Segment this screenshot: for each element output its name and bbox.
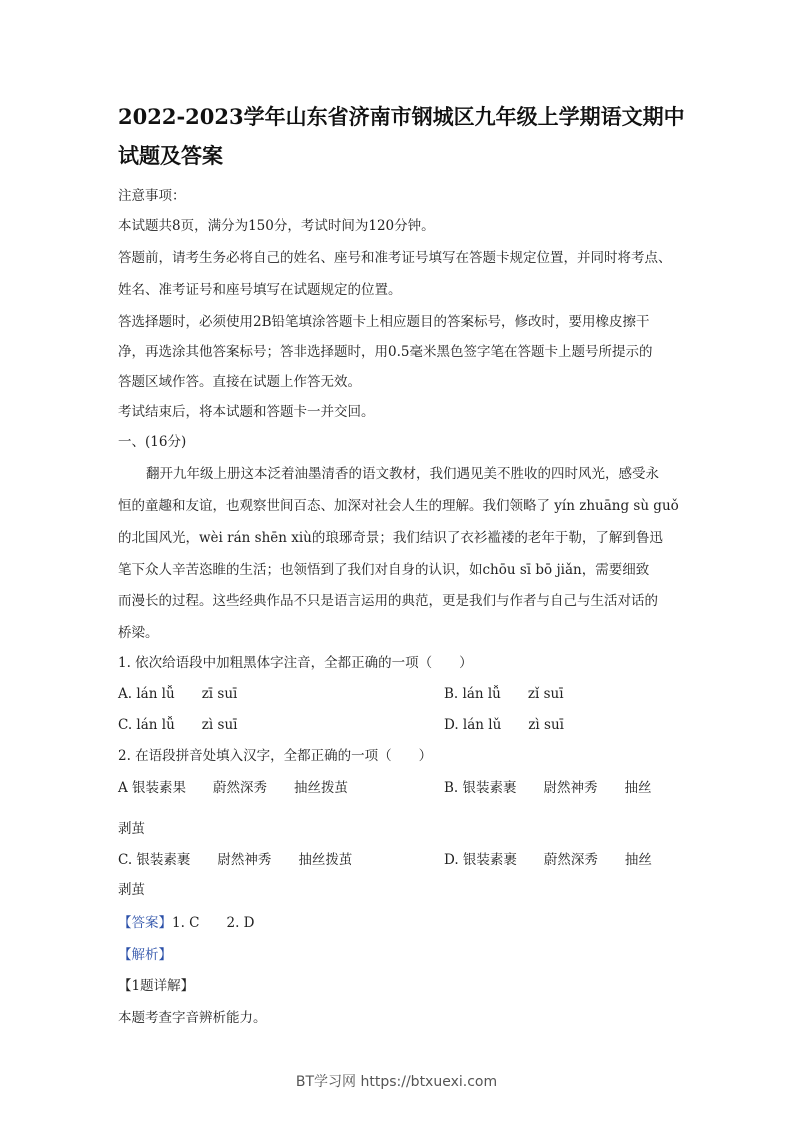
notice-line: 姓名、准考证号和座号填写在试题规定的位置。: [118, 282, 402, 298]
notice-line: 本试题共8页，满分为150分，考试时间为120分钟。: [118, 218, 435, 234]
passage-line: 恒的童趣和友谊，也观察世间百态、加深对社会人生的理解。我们领略了 yín zhuāng sù guǒ: [118, 498, 679, 514]
passage-line: 翻开九年级上册这本泛着油墨清香的语文教材，我们遇见美不胜收的四时风光，感受永: [146, 466, 659, 482]
passage-line: 桥梁。: [118, 625, 159, 641]
answer-text: 1. C 2. D: [172, 915, 255, 931]
q1-option-a: A. lán lǚ zī suī: [118, 686, 238, 702]
doc-title-line2: 试题及答案: [118, 143, 223, 168]
notice-heading: 注意事项：: [118, 188, 186, 204]
q1-option-c: C. lán lǚ zì suī: [118, 717, 238, 733]
q2-option-d-continued: 剥茧: [118, 882, 145, 898]
answer-label: 【答案】: [118, 915, 172, 931]
detail-label: 【1题详解】: [118, 978, 195, 994]
answer-line: [118, 914, 255, 932]
q1-option-d: D. lán lǔ zì suī: [444, 717, 564, 733]
q2-option-c: C. 银装素裹 尉然神秀 抽丝拨茧: [118, 852, 353, 868]
question-2-stem: 2. 在语段拼音处填入汉字，全都正确的一项（ ）: [118, 748, 433, 764]
footer-watermark: BT学习网 https://btxuexi.com: [295, 1074, 498, 1090]
question-1-stem: 1. 依次给语段中加粗黑体字注音，全都正确的一项（ ）: [118, 655, 473, 671]
q2-option-b-continued: 剥茧: [118, 821, 145, 837]
q2-option-d: D. 银装素裹 蔚然深秀 抽丝: [444, 852, 652, 868]
doc-title-line1: 2022-2023学年山东省济南市钢城区九年级上学期语文期中: [118, 104, 685, 129]
notice-line: 答题区域作答。直接在试题上作答无效。: [118, 374, 361, 390]
passage-line: 笔下众人辛苦恣睢的生活；也领悟到了我们对自身的认识，如chōu sī bō jiǎn，需要细致: [118, 562, 650, 578]
analysis-label: 【解析】: [118, 947, 172, 963]
q2-option-a: A 银装素果 蔚然深秀 抽丝拨茧: [118, 780, 349, 796]
notice-line: 答题前，请考生务必将自己的姓名、座号和准考证号填写在答题卡规定位置，并同时将考点、: [118, 250, 672, 266]
notice-line: 净，再选涂其他答案标号；答非选择题时，用0.5毫米黑色签字笔在答题卡上题号所提示的: [118, 344, 653, 360]
detail-text: 本题考查字音辨析能力。: [118, 1010, 267, 1026]
notice-line: 答选择题时，必须使用2B铅笔填涂答题卡上相应题目的答案标号，修改时，要用橡皮擦干: [118, 314, 650, 330]
q1-option-b: B. lán lǚ zǐ suī: [444, 686, 564, 702]
q2-option-b: B. 银装素裹 尉然神秀 抽丝: [444, 780, 652, 796]
passage-line: 的北国风光，wèi rán shēn xiù的琅琊奇景；我们结识了衣衫褴褛的老年于勒，了解到鲁迅: [118, 530, 663, 546]
notice-line: 考试结束后，将本试题和答题卡一并交回。: [118, 404, 375, 420]
passage-line: 而漫长的过程。这些经典作品不只是语言运用的典范，更是我们与作者与自己与生活对话的: [118, 593, 658, 609]
section-heading: 一、(16分): [118, 434, 187, 450]
